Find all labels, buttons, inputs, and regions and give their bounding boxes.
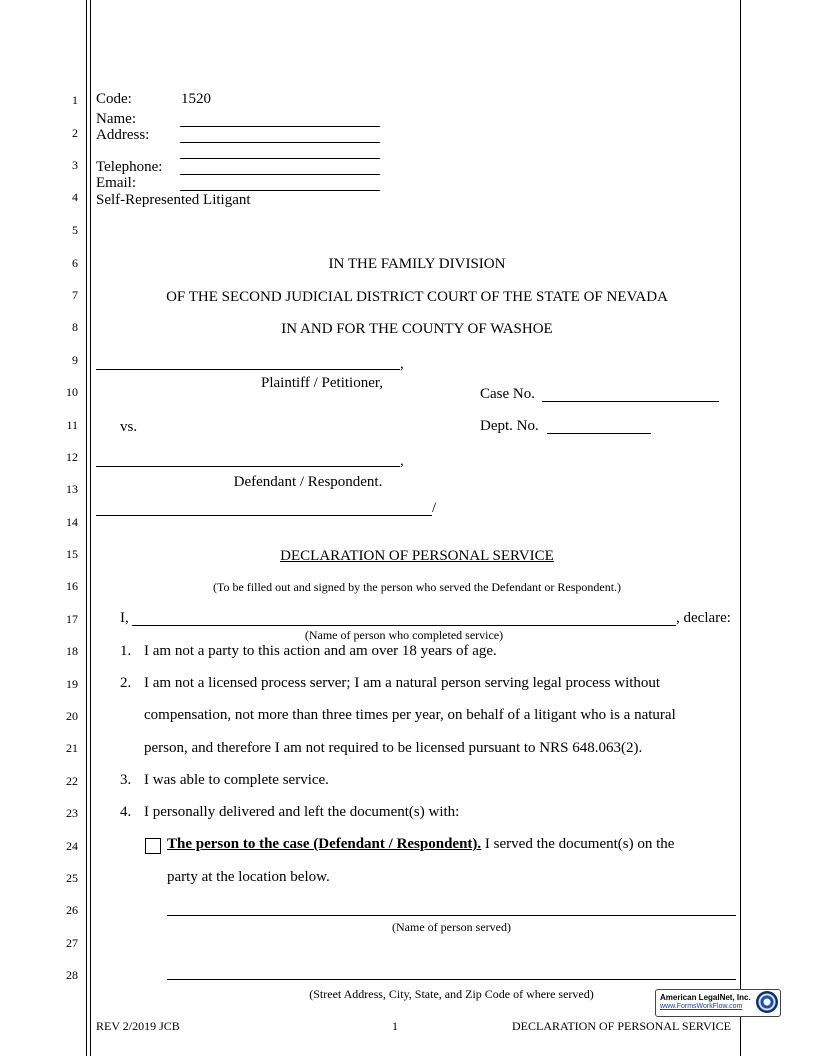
line-number: 10 xyxy=(66,385,78,399)
line-number: 14 xyxy=(66,515,78,529)
dept-no-field[interactable] xyxy=(547,433,651,434)
line-number: 19 xyxy=(66,677,78,691)
declarant-suffix: , declare: xyxy=(676,610,731,626)
plaintiff-comma: , xyxy=(400,356,404,372)
item-text: compensation, not more than three times per year, on behalf of a litigant who is a natural xyxy=(144,707,676,723)
item-text: I was able to complete service. xyxy=(144,772,329,788)
option-bold-label: The person to the case (Defendant / Respondent). xyxy=(167,836,482,852)
line-number: 21 xyxy=(66,741,78,755)
address-field-line1[interactable] xyxy=(180,142,380,143)
caption-slash: / xyxy=(432,500,437,516)
logo-company-name: American LegalNet, Inc. xyxy=(660,993,751,1002)
line-number: 20 xyxy=(66,709,78,723)
court-heading-line3: IN AND FOR THE COUNTY OF WASHOE xyxy=(281,321,553,337)
line-number: 12 xyxy=(66,450,78,464)
item-text: I am not a licensed process server; I am a natural person serving legal process without xyxy=(144,675,661,691)
line-number: 22 xyxy=(66,774,78,788)
line-number: 16 xyxy=(66,579,78,593)
line-number: 26 xyxy=(66,903,78,917)
telephone-label: Telephone: xyxy=(96,159,163,175)
address-label: Address: xyxy=(96,127,150,143)
item-text: I personally delivered and left the document(s) with: xyxy=(144,804,460,820)
line-number: 13 xyxy=(66,482,78,496)
line-number: 9 xyxy=(72,353,78,367)
served-person-field[interactable] xyxy=(167,915,736,916)
defendant-served-checkbox[interactable] xyxy=(145,838,161,854)
footer-page-number: 1 xyxy=(392,1019,398,1033)
declarant-caption: (Name of person who completed service) xyxy=(304,628,504,642)
line-number: 2 xyxy=(72,126,78,140)
footer-title: DECLARATION OF PERSONAL SERVICE xyxy=(512,1019,731,1033)
item-number: 2. xyxy=(120,675,132,691)
line-number: 25 xyxy=(66,871,78,885)
option-text xyxy=(167,836,674,853)
caption-close-line xyxy=(96,515,432,516)
declarant-name-field[interactable] xyxy=(132,625,676,626)
line-number: 3 xyxy=(72,158,78,172)
case-no-label: Case No. xyxy=(480,386,535,402)
name-field[interactable] xyxy=(180,126,380,127)
line-number: 23 xyxy=(66,806,78,820)
court-heading-line2: OF THE SECOND JUDICIAL DISTRICT COURT OF THE STATE OF NEVADA xyxy=(166,289,668,305)
line-number: 17 xyxy=(66,612,78,626)
line-number: 11 xyxy=(66,418,78,432)
address-field-line2[interactable] xyxy=(180,158,380,159)
name-label: Name: xyxy=(96,111,136,127)
line-number: 4 xyxy=(72,190,78,204)
option-rest-text: I served the document(s) on the xyxy=(481,836,675,852)
line-number: 6 xyxy=(72,256,78,270)
case-no-field[interactable] xyxy=(542,401,719,402)
code-value: 1520 xyxy=(181,91,211,107)
defendant-comma: , xyxy=(400,453,404,469)
dept-no-label: Dept. No. xyxy=(480,418,539,434)
right-margin-rule xyxy=(740,0,741,1056)
item-number: 3. xyxy=(120,772,132,788)
service-address-field[interactable] xyxy=(167,979,736,980)
line-number: 24 xyxy=(66,839,78,853)
left-margin-rule xyxy=(86,0,87,1056)
email-label: Email: xyxy=(96,175,136,191)
line-number: 18 xyxy=(66,644,78,658)
plaintiff-name-field[interactable] xyxy=(96,369,400,370)
option-text-line2: party at the location below. xyxy=(167,869,330,885)
logo-disc-icon xyxy=(756,991,778,1013)
code-label: Code: xyxy=(96,91,132,107)
line-number: 28 xyxy=(66,968,78,982)
document-subtitle: (To be filled out and signed by the person who served the Defendant or Respondent.) xyxy=(212,580,622,594)
item-text: I am not a party to this action and am over 18 years of age. xyxy=(144,643,497,659)
litigant-label: Self-Represented Litigant xyxy=(96,192,251,208)
document-title xyxy=(96,548,738,565)
email-field[interactable] xyxy=(180,190,380,191)
plaintiff-label: Plaintiff / Petitioner, xyxy=(260,375,384,391)
defendant-name-field[interactable] xyxy=(96,466,400,467)
line-number: 15 xyxy=(66,547,78,561)
service-address-caption: (Street Address, City, State, and Zip Code of where served) xyxy=(309,987,594,1001)
line-number: 5 xyxy=(72,223,78,237)
line-number: 7 xyxy=(72,288,78,302)
logo-url[interactable]: www.FormsWorkFlow.com xyxy=(660,1003,743,1010)
vs-label: vs. xyxy=(120,419,138,435)
defendant-label: Defendant / Respondent. xyxy=(233,474,383,490)
declarant-prefix: I, xyxy=(120,610,129,626)
telephone-field[interactable] xyxy=(180,174,380,175)
footer-revision: REV 2/2019 JCB xyxy=(96,1019,180,1033)
line-number: 8 xyxy=(72,320,78,334)
served-person-caption: (Name of person served) xyxy=(392,920,511,934)
item-number: 4. xyxy=(120,804,132,820)
legalnet-logo[interactable] xyxy=(655,989,781,1017)
line-number: 1 xyxy=(72,93,78,107)
left-margin-rule-inner xyxy=(90,0,91,1056)
document-title-text: DECLARATION OF PERSONAL SERVICE xyxy=(280,548,554,564)
item-text: person, and therefore I am not required to be licensed pursuant to NRS 648.063(2). xyxy=(144,740,643,756)
item-number: 1. xyxy=(120,643,132,659)
line-number: 27 xyxy=(66,936,78,950)
court-heading-line1: IN THE FAMILY DIVISION xyxy=(328,256,506,272)
